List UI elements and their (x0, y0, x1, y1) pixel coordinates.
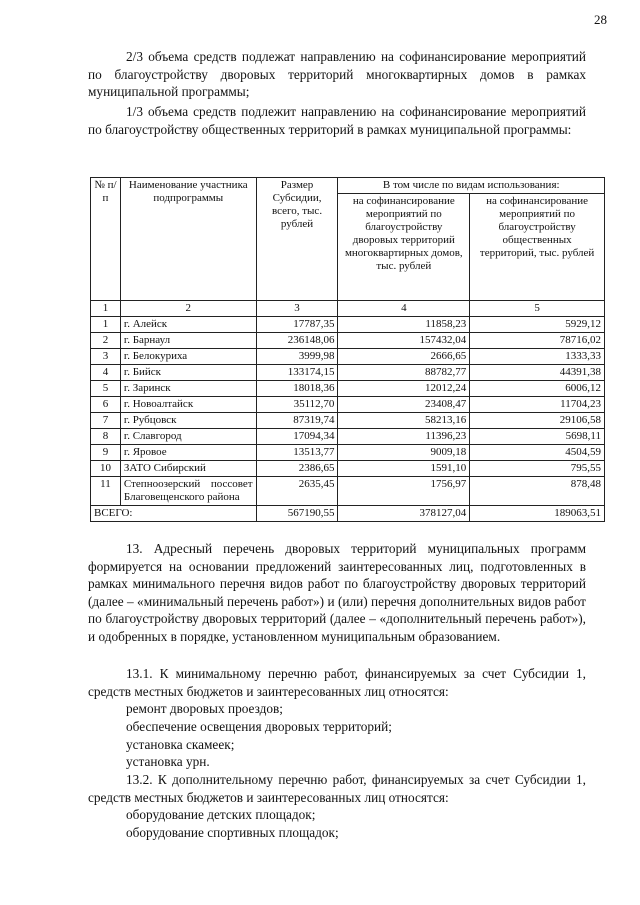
row-num: 5 (91, 381, 121, 397)
table-colnum-row (91, 301, 605, 317)
table-row (91, 397, 605, 413)
row-public: 29106,58 (470, 413, 605, 429)
row-public: 78716,02 (470, 333, 605, 349)
row-yards: 9009,18 (338, 445, 470, 461)
row-total: 87319,74 (256, 413, 338, 429)
row-public: 11704,23 (470, 397, 605, 413)
subsidy-table (90, 177, 605, 522)
total-label: ВСЕГО: (91, 506, 257, 522)
row-total: 35112,70 (256, 397, 338, 413)
row-name: г. Бийск (120, 365, 256, 381)
page-number: 28 (594, 12, 607, 27)
table-row (91, 413, 605, 429)
colnum-4: 4 (338, 301, 470, 317)
section-13-2-paragraph: 13.2. К дополнительному перечню работ, финансируемых за счет Субсидии 1, средств местных бюджетов и заинтересованных лиц относятся: (88, 772, 586, 805)
row-public: 5698,11 (470, 429, 605, 445)
min-list-item: установка скамеек; (126, 737, 235, 752)
header-public: на софинансирование мероприятий по благоустройству общественных территорий, тыс. рублей (470, 194, 605, 301)
row-public: 44391,38 (470, 365, 605, 381)
add-list-item: оборудование детских площадок; (126, 807, 316, 822)
row-num: 2 (91, 333, 121, 349)
header-group: В том числе по видам использования: (338, 178, 605, 194)
row-yards: 23408,47 (338, 397, 470, 413)
table-row (91, 429, 605, 445)
row-total: 17787,35 (256, 317, 338, 333)
row-total: 17094,34 (256, 429, 338, 445)
row-num: 3 (91, 349, 121, 365)
row-name: г. Новоалтайск (120, 397, 256, 413)
row-name: г. Яровое (120, 445, 256, 461)
header-size: Размер Субсидии, всего, тыс. рублей (256, 178, 338, 301)
header-yards: на софинансирование мероприятий по благоустройству дворовых территорий многоквартирных домов, тыс. рублей (338, 194, 470, 301)
row-name: г. Заринск (120, 381, 256, 397)
section-13-paragraph: 13. Адресный перечень дворовых территорий муниципальных программ формируется на основании предложений заинтересованных лиц, подготовленных в рамках минимального перечня видов работ по благоустройству дворовых территорий (далее – «минимальный перечень работ») и (или) перечня дополнительных видов работ по благоустройству дворовых территорий (далее – «дополнительный перечень работ»), и одобренных в порядке, установленном муниципальным образованием. (88, 541, 586, 644)
row-total: 2635,45 (256, 477, 338, 506)
header-name: Наименование участника подпрограммы (120, 178, 256, 301)
row-yards: 88782,77 (338, 365, 470, 381)
table-row (91, 317, 605, 333)
table-row (91, 333, 605, 349)
row-total: 2386,65 (256, 461, 338, 477)
section-13-1-paragraph: 13.1. К минимальному перечню работ, финансируемых за счет Субсидии 1, средств местных бюджетов и заинтересованных лиц относятся: (88, 666, 586, 699)
table-row (91, 461, 605, 477)
row-public: 1333,33 (470, 349, 605, 365)
intro-paragraph-1: 2/3 объема средств подлежат направлению на софинансирование мероприятий по благоустройству дворовых территорий многоквартирных домов в рамках муниципальной программы; (88, 49, 586, 99)
row-total: 18018,36 (256, 381, 338, 397)
row-name: г. Белокуриха (120, 349, 256, 365)
row-yards: 1756,97 (338, 477, 470, 506)
row-yards: 157432,04 (338, 333, 470, 349)
colnum-2: 2 (120, 301, 256, 317)
row-num: 8 (91, 429, 121, 445)
table-total-row (91, 506, 605, 522)
row-public: 6006,12 (470, 381, 605, 397)
header-num: № п/п (91, 178, 121, 301)
row-num: 4 (91, 365, 121, 381)
intro-paragraph-2: 1/3 объема средств подлежит направлению на софинансирование мероприятий по благоустройству общественных территорий в рамках муниципальной программы: (88, 104, 586, 137)
row-public: 5929,12 (470, 317, 605, 333)
row-num: 9 (91, 445, 121, 461)
row-yards: 58213,16 (338, 413, 470, 429)
row-num: 1 (91, 317, 121, 333)
table-header-row (91, 178, 605, 194)
row-yards: 2666,65 (338, 349, 470, 365)
row-total: 133174,15 (256, 365, 338, 381)
row-public: 795,55 (470, 461, 605, 477)
table-row (91, 477, 605, 506)
min-list-item: ремонт дворовых проездов; (126, 701, 283, 716)
min-list-item: установка урн. (126, 754, 210, 769)
row-name: г. Барнаул (120, 333, 256, 349)
colnum-1: 1 (91, 301, 121, 317)
row-yards: 12012,24 (338, 381, 470, 397)
row-public: 878,48 (470, 477, 605, 506)
row-public: 4504,59 (470, 445, 605, 461)
colnum-3: 3 (256, 301, 338, 317)
row-total: 3999,98 (256, 349, 338, 365)
table-row (91, 349, 605, 365)
row-num: 11 (91, 477, 121, 506)
row-num: 7 (91, 413, 121, 429)
row-name: ЗАТО Сибирский (120, 461, 256, 477)
total-yards: 378127,04 (338, 506, 470, 522)
row-yards: 11396,23 (338, 429, 470, 445)
row-name: г. Рубцовск (120, 413, 256, 429)
table-row (91, 365, 605, 381)
min-list-item: обеспечение освещения дворовых территорий; (126, 719, 392, 734)
row-total: 13513,77 (256, 445, 338, 461)
add-list-item: оборудование спортивных площадок; (126, 825, 339, 840)
total-public: 189063,51 (470, 506, 605, 522)
row-yards: 11858,23 (338, 317, 470, 333)
table-row (91, 445, 605, 461)
row-num: 6 (91, 397, 121, 413)
total-size: 567190,55 (256, 506, 338, 522)
row-total: 236148,06 (256, 333, 338, 349)
table-row (91, 381, 605, 397)
row-name: г. Славгород (120, 429, 256, 445)
row-name: г. Алейск (120, 317, 256, 333)
row-num: 10 (91, 461, 121, 477)
row-name: Степноозерский поссовет Благовещенского района (120, 477, 256, 506)
row-yards: 1591,10 (338, 461, 470, 477)
colnum-5: 5 (470, 301, 605, 317)
